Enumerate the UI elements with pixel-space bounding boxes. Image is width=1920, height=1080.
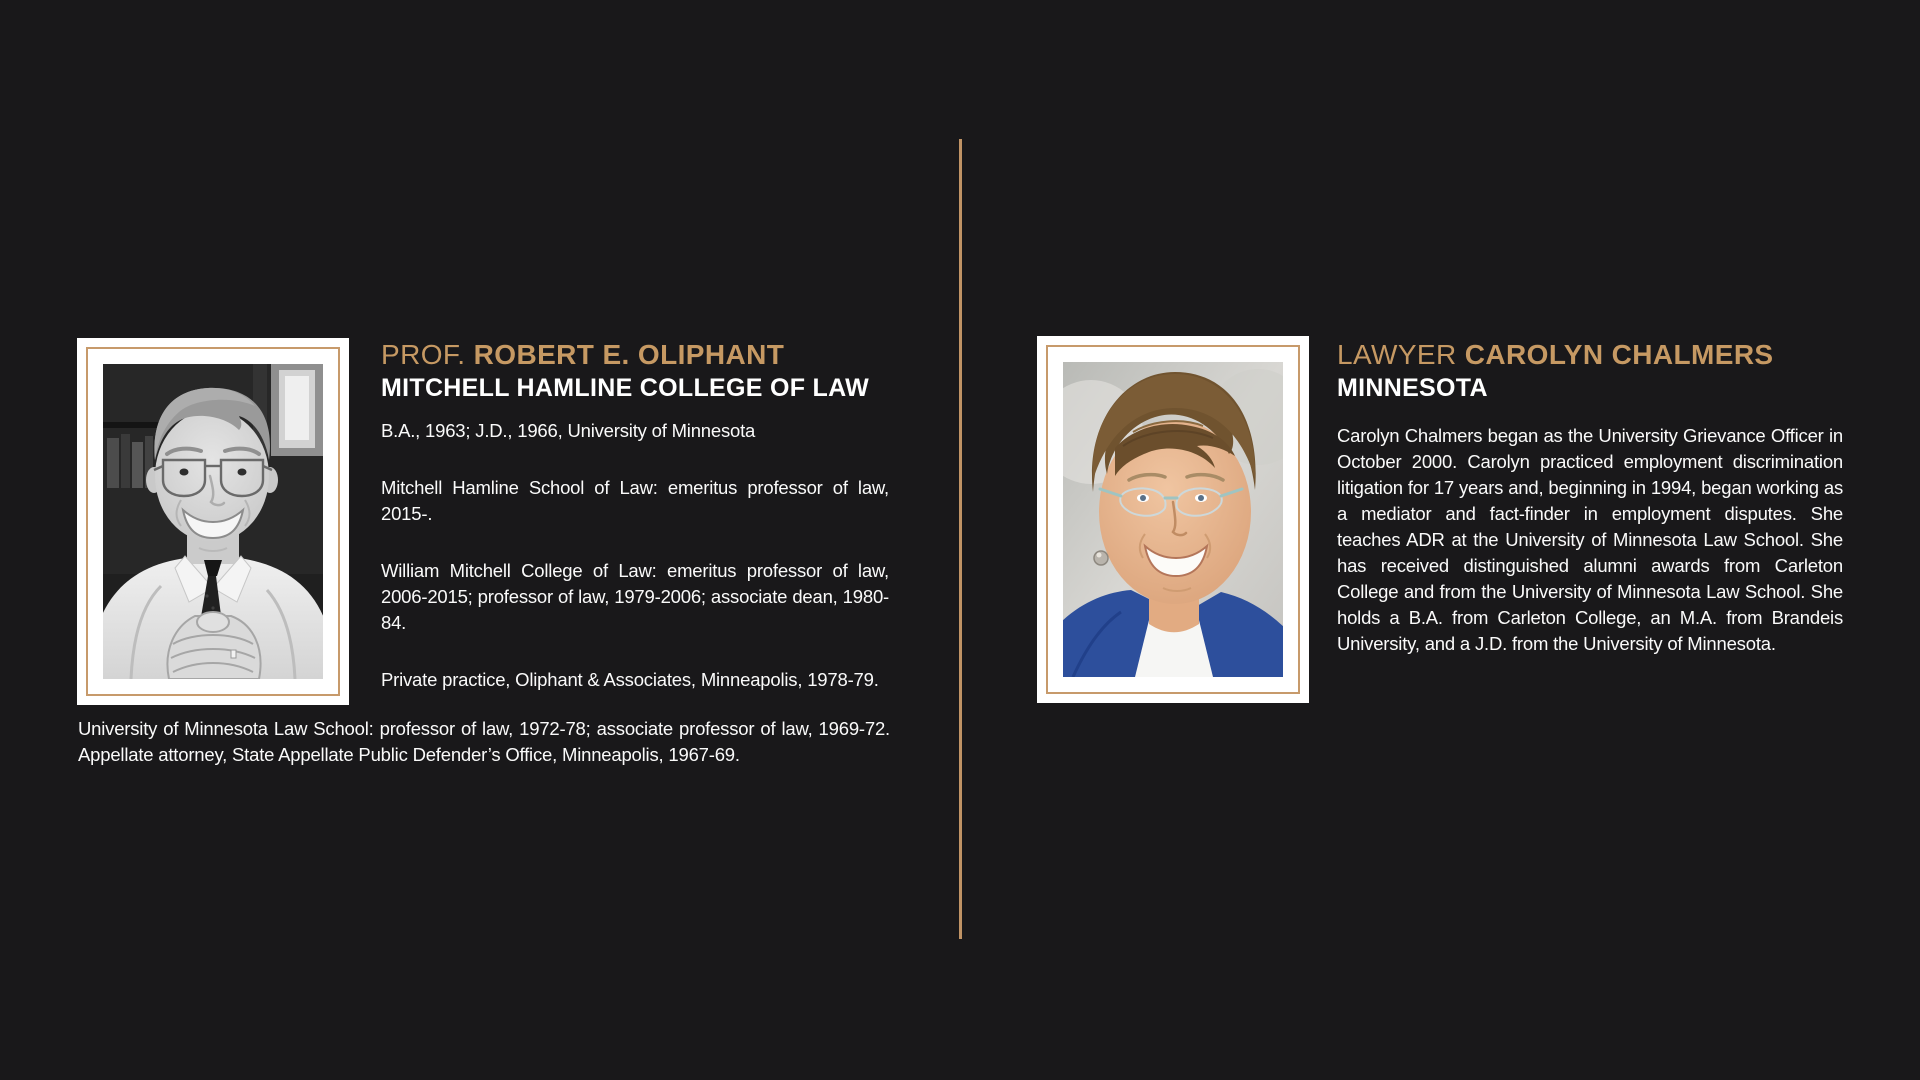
portrait-robert-oliphant-photo (103, 364, 323, 679)
right-bio-paragraph: Carolyn Chalmers began as the University Grievance Officer in October 2000. Carolyn practiced employment discrimination litigation for 17 years and, beginning in 1994, began working as a mediator and fact-finder in employment disputes. She teaches ADR at the University of Minnesota Law School. She has received distinguished alumni awards from Carleton College and from the University of Minnesota Law School. She holds a B.A. from Carleton College, an M.A. from Brandeis University, and a J.D. from the University of Minnesota. (1337, 425, 1843, 654)
right-title-prefix: LAWYER (1337, 339, 1457, 370)
left-bio-paragraph: B.A., 1963; J.D., 1966, University of Minnesota (381, 420, 756, 441)
left-bio-paragraph: Mitchell Hamline School of Law: emeritus professor of law, 2015-. (381, 477, 889, 524)
left-bio (381, 418, 889, 693)
vertical-divider (959, 139, 962, 939)
right-profile-name: CAROLYN CHALMERS (1464, 339, 1774, 370)
left-bio-paragraph: William Mitchell College of Law: emeritus professor of law, 2006-2015; professor of law, 1979-2006; associate dean, 1980-84. (381, 560, 889, 633)
left-profile-name: ROBERT E. OLIPHANT (473, 339, 785, 370)
left-bio-fullwidth-paragraph: University of Minnesota Law School: professor of law, 1972-78; associate professor of law, 1969-72. Appellate attorney, State Appellate Public Defender’s Office, Minneapolis, 1967-69. (78, 718, 890, 765)
left-bio-paragraph: Private practice, Oliphant & Associates, Minneapolis, 1978-79. (381, 669, 879, 690)
left-profile-subtitle: MITCHELL HAMLINE COLLEGE OF LAW (381, 374, 869, 402)
photo-frame-right (1037, 336, 1309, 703)
left-title-block (381, 336, 941, 404)
left-title-prefix: PROF. (381, 339, 466, 370)
portrait-carolyn-chalmers-photo (1063, 362, 1283, 677)
right-profile-subtitle: MINNESOTA (1337, 374, 1488, 402)
right-profile-title (1337, 336, 1897, 373)
photo-frame-left (77, 338, 349, 705)
left-profile-title (381, 336, 941, 373)
right-bio (1337, 423, 1843, 657)
pearl-earring (1094, 551, 1108, 565)
right-title-block (1337, 336, 1897, 404)
